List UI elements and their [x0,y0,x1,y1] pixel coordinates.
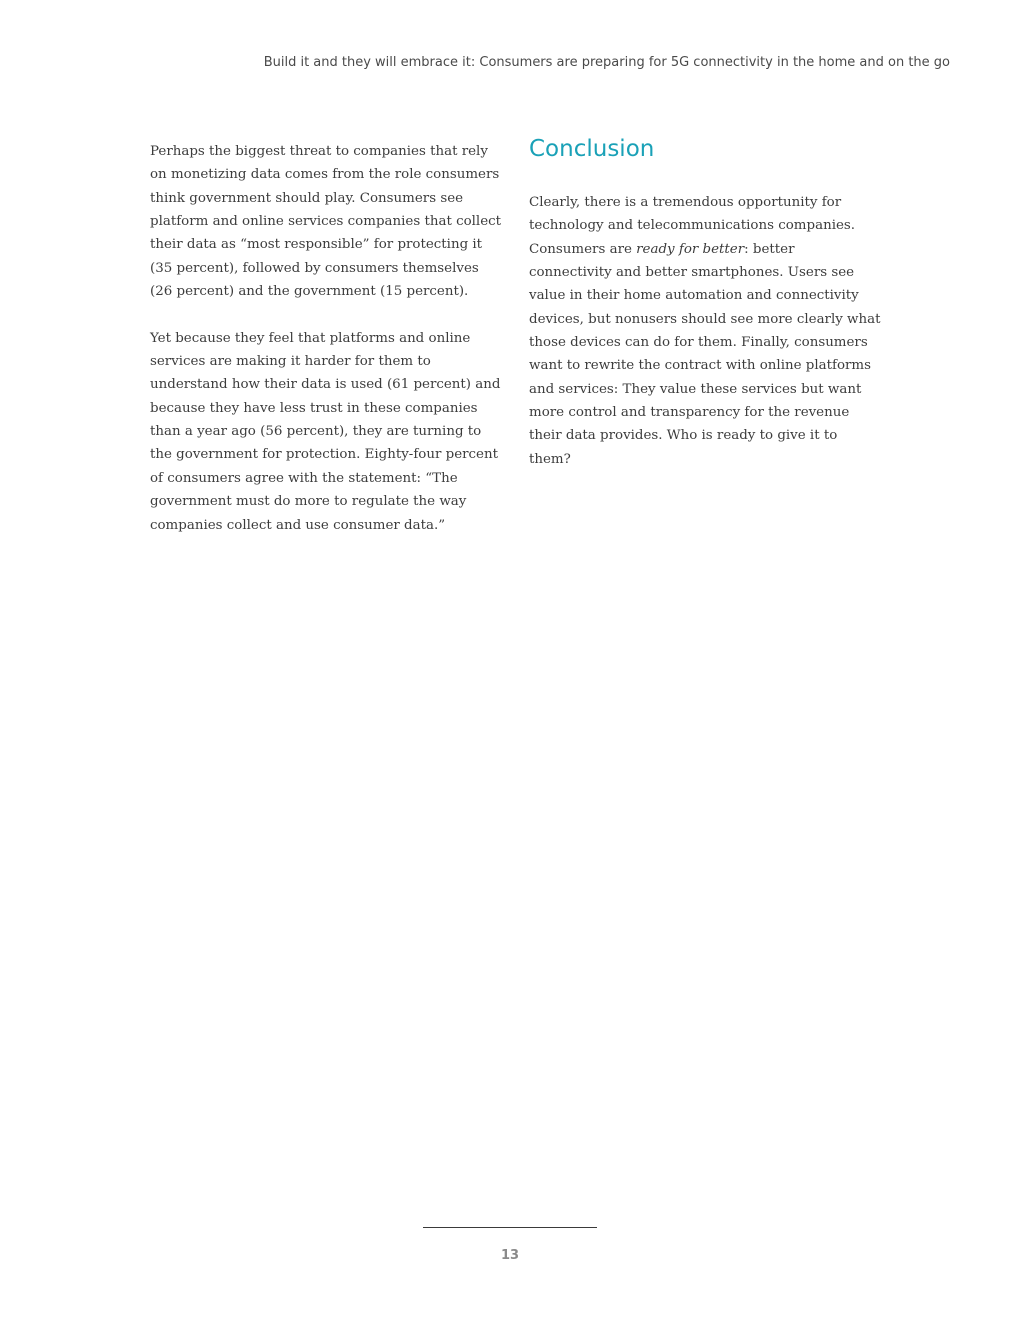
page-number: 13 [500,1248,520,1263]
emphasis-text: ready for better [636,241,745,257]
text-line: (35 percent), followed by consumers themselves [150,260,479,276]
text-line: because they have less trust in these companies [150,400,478,416]
text-line: think government should play. Consumers see [150,190,464,206]
text-line: technology and telecommunications companies. [529,218,856,234]
text-line: their data provides. Who is ready to give it to [529,428,838,444]
left-column [150,140,502,560]
text-line: connectivity and better smartphones. Users see [529,265,855,281]
section-heading-conclusion: Conclusion [529,136,655,162]
paragraph-conclusion [529,191,881,471]
text-line: the government for protection. Eighty-four percent [150,447,498,463]
text-line: than a year ago (56 percent), they are turning to [150,424,482,440]
text-fragment: Consumers are [529,241,637,257]
text-fragment: : better [744,241,795,257]
text-line: on monetizing data comes from the role consumers [150,167,500,183]
running-header: Build it and they will embrace it: Consumers are preparing for 5G connectivity in the home and on the go [263,55,950,70]
text-line: Clearly, there is a tremendous opportunity for [529,195,842,210]
text-line: government must do more to regulate the way [150,494,467,510]
text-line: platform and online services companies that collect [150,214,502,230]
text-line: companies collect and use consumer data.” [150,517,446,533]
text-line: of consumers agree with the statement: “The [150,470,458,486]
text-line: them? [529,451,571,467]
right-column [529,133,881,471]
paragraph-government-regulation [150,327,502,537]
text-line: Perhaps the biggest threat to companies that rely [150,144,488,159]
paragraph-data-responsibility [150,140,502,303]
text-line: their data as “most responsible” for protecting it [150,237,483,253]
text-line: want to rewrite the contract with online platforms [529,358,871,374]
text-line: those devices can do for them. Finally, consumers [529,335,868,351]
text-line: services are making it harder for them to [150,354,431,370]
text-line: devices, but nonusers should see more clearly what [529,311,881,327]
text-line: more control and transparency for the revenue [529,405,850,421]
footer-divider [423,1227,597,1228]
text-line-with-emphasis [529,238,881,261]
text-line: Yet because they feel that platforms and online [150,330,471,346]
text-line: understand how their data is used (61 percent) and [150,377,501,393]
text-line: and services: They value these services but want [529,381,862,397]
text-line: value in their home automation and connectivity [529,288,859,304]
text-line: (26 percent) and the government (15 percent). [150,284,469,300]
